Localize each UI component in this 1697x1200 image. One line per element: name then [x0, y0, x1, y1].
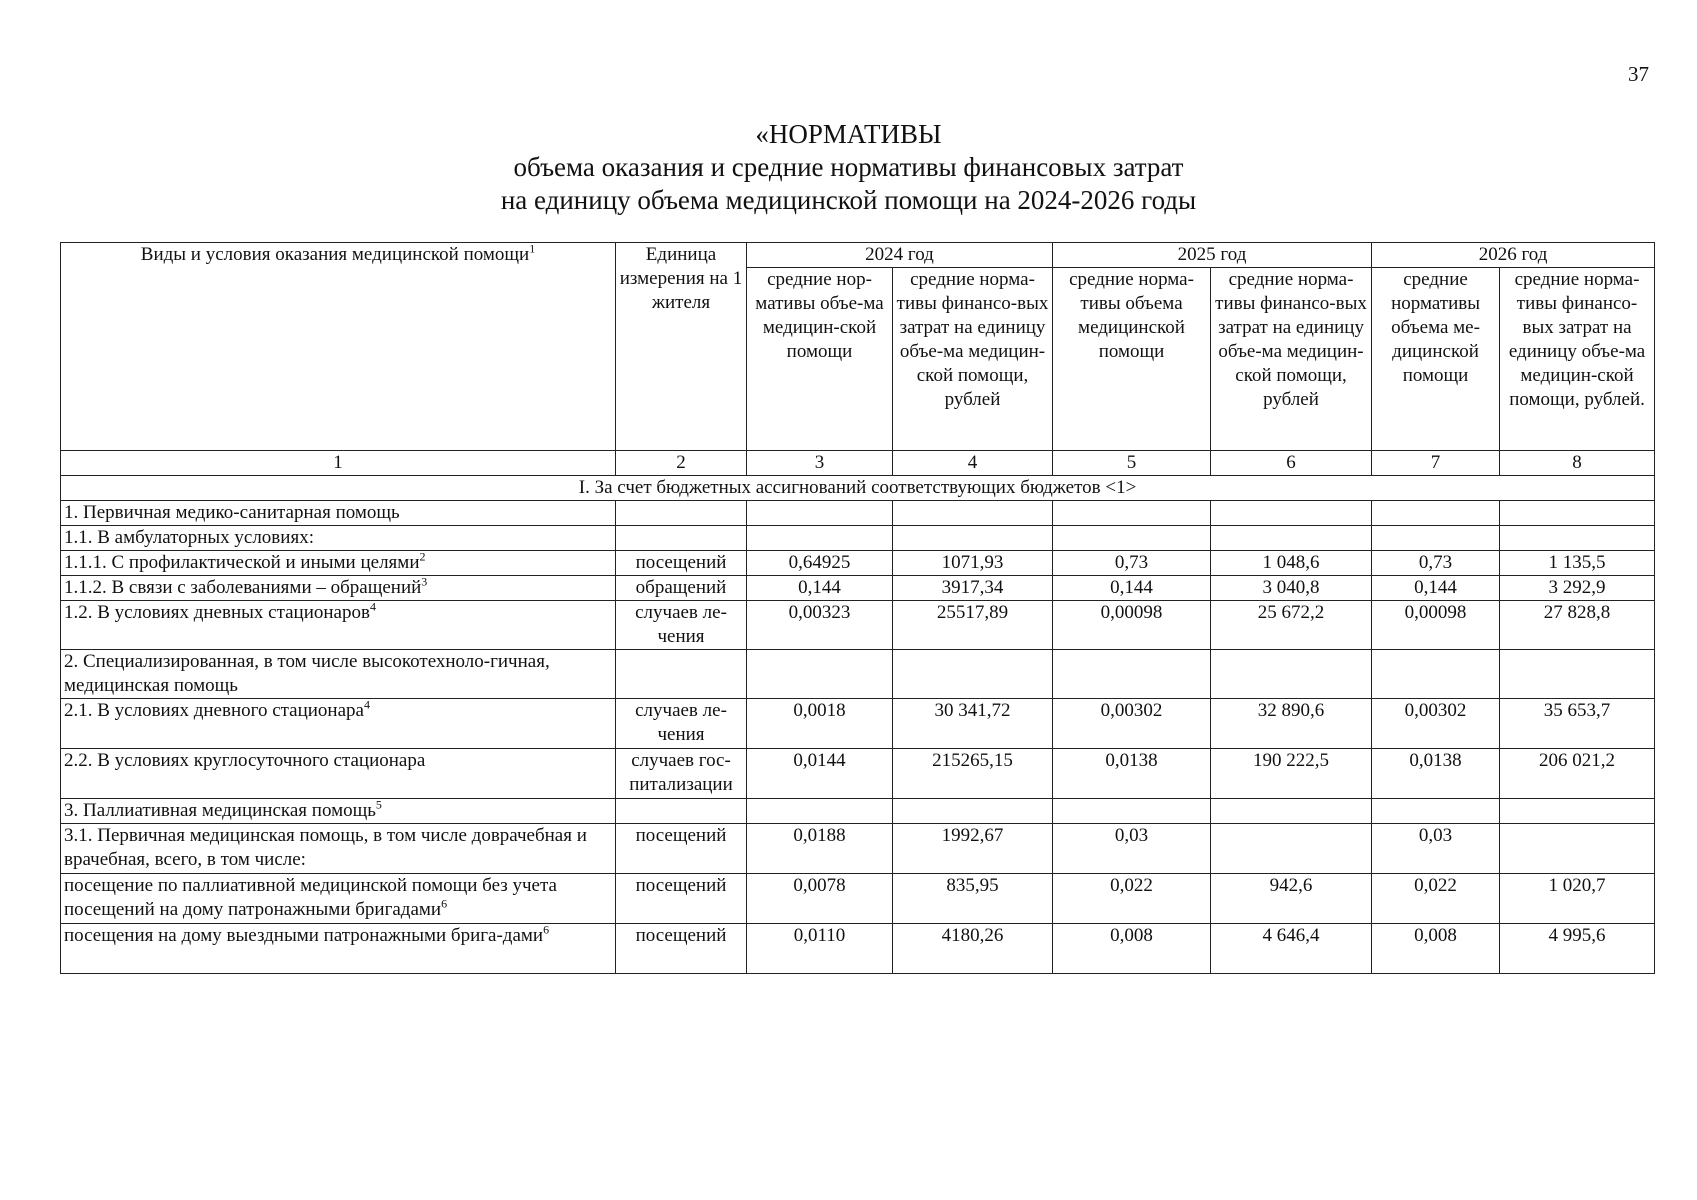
row-value: 1 135,5: [1500, 551, 1655, 576]
row-unit: обращений: [616, 576, 747, 601]
footnote-ref: 4: [369, 600, 376, 614]
row-value: [1211, 799, 1372, 824]
row-value: [1500, 824, 1655, 874]
row-value: [1053, 799, 1211, 824]
table-row: [61, 551, 1655, 576]
row-unit: посещений: [616, 824, 747, 874]
table-row: [61, 924, 1655, 974]
row-name: 2.2. В условиях круглосуточного стационара: [61, 749, 616, 799]
row-value: [1053, 650, 1211, 699]
column-number: 6: [1211, 451, 1372, 476]
header-2026-finance: средние норма-тивы финансо-вых затрат на единицу объе-ма медицин-ской помощи, рублей.: [1500, 268, 1655, 451]
row-value: 0,03: [1053, 824, 1211, 874]
row-unit: [616, 501, 747, 526]
table-row: [61, 650, 1655, 699]
row-value: 206 021,2: [1500, 749, 1655, 799]
row-name: 2.1. В условиях дневного стационара$^4$: [61, 699, 616, 749]
row-value: 0,0138: [1372, 749, 1500, 799]
column-number: 7: [1372, 451, 1500, 476]
row-unit: случаев ле-чения: [616, 601, 747, 650]
row-value: 0,0110: [747, 924, 893, 974]
row-value: [1372, 526, 1500, 551]
row-unit: случаев гос-питализации: [616, 749, 747, 799]
table-row: [61, 874, 1655, 924]
row-value: 27 828,8: [1500, 601, 1655, 650]
row-value: [893, 799, 1053, 824]
row-value: [1211, 501, 1372, 526]
row-value: [747, 799, 893, 824]
row-value: [893, 650, 1053, 699]
row-value: [1211, 650, 1372, 699]
row-value: 0,73: [1372, 551, 1500, 576]
row-value: [1372, 650, 1500, 699]
row-value: 0,03: [1372, 824, 1500, 874]
table-row: [61, 501, 1655, 526]
column-number: 2: [616, 451, 747, 476]
header-col-unit: Единица измерения на 1 жителя: [616, 243, 747, 451]
row-value: [1211, 824, 1372, 874]
row-value: 942,6: [1211, 874, 1372, 924]
title-line-1: «НОРМАТИВЫ: [755, 119, 942, 149]
row-value: 0,00098: [1053, 601, 1211, 650]
row-name: 1.1.1. С профилактической и иными целями$^2$: [61, 551, 616, 576]
row-value: 30 341,72: [893, 699, 1053, 749]
row-value: 0,00098: [1372, 601, 1500, 650]
row-name: 2. Специализированная, в том числе высокотехноло-гичная, медицинская помощь: [61, 650, 616, 699]
row-value: 215265,15: [893, 749, 1053, 799]
header-2025-volume: средние норма-тивы объема медицинской помощи: [1053, 268, 1211, 451]
column-number: 3: [747, 451, 893, 476]
header-year-2026: 2026 год: [1372, 243, 1655, 268]
title-line-2: объема оказания и средние нормативы финансовых затрат: [513, 152, 1184, 182]
row-value: [1372, 799, 1500, 824]
row-name: 3.1. Первичная медицинская помощь, в том числе доврачебная и врачебная, всего, в том числе:: [61, 824, 616, 874]
row-name: 3. Паллиативная медицинская помощь$^5$: [61, 799, 616, 824]
row-value: 0,0018: [747, 699, 893, 749]
header-2026-volume: средние нормативы объема ме-дицинской помощи: [1372, 268, 1500, 451]
column-number: 5: [1053, 451, 1211, 476]
table-row: [61, 699, 1655, 749]
footnote-ref: 5: [375, 798, 382, 812]
row-value: 190 222,5: [1211, 749, 1372, 799]
table-row: [61, 799, 1655, 824]
row-value: [1500, 526, 1655, 551]
row-value: 0,022: [1053, 874, 1211, 924]
row-value: 0,00302: [1053, 699, 1211, 749]
row-value: [1500, 501, 1655, 526]
row-unit: посещений: [616, 874, 747, 924]
row-value: 3 292,9: [1500, 576, 1655, 601]
row-value: 35 653,7: [1500, 699, 1655, 749]
column-number: 1: [61, 451, 616, 476]
row-value: 4 995,6: [1500, 924, 1655, 974]
row-value: 0,008: [1053, 924, 1211, 974]
table-row: [61, 526, 1655, 551]
row-name: посещение по паллиативной медицинской помощи без учета посещений на дому патронажными бригадами$^6$: [61, 874, 616, 924]
header-year-2025: 2025 год: [1053, 243, 1372, 268]
row-name: 1.2. В условиях дневных стационаров$^4$: [61, 601, 616, 650]
row-value: 0,0144: [747, 749, 893, 799]
footnote-ref: 3: [421, 575, 428, 589]
row-value: 0,0138: [1053, 749, 1211, 799]
header-2024-finance: средние норма-тивы финансо-вых затрат на единицу объе-ма медицин-ской помощи, рублей: [893, 268, 1053, 451]
row-name: 1.1.2. В связи с заболеваниями – обращений$^3$: [61, 576, 616, 601]
row-unit: [616, 799, 747, 824]
row-value: [1053, 501, 1211, 526]
row-value: 3 040,8: [1211, 576, 1372, 601]
footnote-ref: 2: [419, 550, 426, 564]
header-row-years: [61, 243, 1655, 268]
row-value: [747, 526, 893, 551]
column-number: 8: [1500, 451, 1655, 476]
section-title: I. За счет бюджетных ассигнований соответствующих бюджетов <1>: [61, 476, 1655, 501]
table-body: [61, 501, 1655, 974]
row-value: 25517,89: [893, 601, 1053, 650]
row-value: 0,144: [747, 576, 893, 601]
row-value: [1211, 526, 1372, 551]
row-value: 0,008: [1372, 924, 1500, 974]
row-value: 0,022: [1372, 874, 1500, 924]
footnote-ref: 6: [441, 896, 448, 911]
page-number: 37: [1628, 62, 1649, 86]
row-value: 0,64925: [747, 551, 893, 576]
row-unit: случаев ле-чения: [616, 699, 747, 749]
row-unit: [616, 526, 747, 551]
column-numbers-row: [61, 451, 1655, 476]
row-value: 0,00323: [747, 601, 893, 650]
row-value: 0,00302: [1372, 699, 1500, 749]
row-value: [1372, 501, 1500, 526]
row-value: 4180,26: [893, 924, 1053, 974]
header-2024-volume: средние нор-мативы объе-ма медицин-ской помощи: [747, 268, 893, 451]
row-value: 32 890,6: [1211, 699, 1372, 749]
footnote-ref: 6: [543, 923, 550, 937]
row-name: 1.1. В амбулаторных условиях:: [61, 526, 616, 551]
row-value: 0,0188: [747, 824, 893, 874]
row-value: 1 020,7: [1500, 874, 1655, 924]
row-unit: посещений: [616, 551, 747, 576]
row-name: посещения на дому выездными патронажными брига-дами$^6$: [61, 924, 616, 974]
row-unit: [616, 650, 747, 699]
row-value: 835,95: [893, 874, 1053, 924]
row-value: [747, 501, 893, 526]
row-value: 1071,93: [893, 551, 1053, 576]
title-line-3: на единицу объема медицинской помощи на 2024-2026 годы: [500, 185, 1197, 215]
row-value: 0,144: [1053, 576, 1211, 601]
row-value: [893, 501, 1053, 526]
row-value: [747, 650, 893, 699]
table-row: [61, 824, 1655, 874]
row-value: 25 672,2: [1211, 601, 1372, 650]
row-value: 0,73: [1053, 551, 1211, 576]
row-value: 3917,34: [893, 576, 1053, 601]
norms-table: [60, 242, 1655, 974]
row-value: [1053, 526, 1211, 551]
footnote-ref: 4: [363, 698, 370, 712]
row-value: [1500, 650, 1655, 699]
table-row: [61, 749, 1655, 799]
header-col-type: Виды и условия оказания медицинской помощи$^1$: [61, 243, 616, 451]
row-value: 1992,67: [893, 824, 1053, 874]
title-block: [0, 118, 1697, 217]
row-value: 4 646,4: [1211, 924, 1372, 974]
row-name: 1. Первичная медико-санитарная помощь: [61, 501, 616, 526]
row-value: 0,144: [1372, 576, 1500, 601]
table-row: [61, 601, 1655, 650]
column-number: 4: [893, 451, 1053, 476]
header-2025-finance: средние норма-тивы финансо-вых затрат на единицу объе-ма медицин-ской помощи, рублей: [1211, 268, 1372, 451]
row-value: [893, 526, 1053, 551]
row-value: 0,0078: [747, 874, 893, 924]
header-year-2024: 2024 год: [747, 243, 1053, 268]
row-unit: посещений: [616, 924, 747, 974]
row-value: [1500, 799, 1655, 824]
table-row: [61, 576, 1655, 601]
row-value: 1 048,6: [1211, 551, 1372, 576]
section-row: [61, 476, 1655, 501]
